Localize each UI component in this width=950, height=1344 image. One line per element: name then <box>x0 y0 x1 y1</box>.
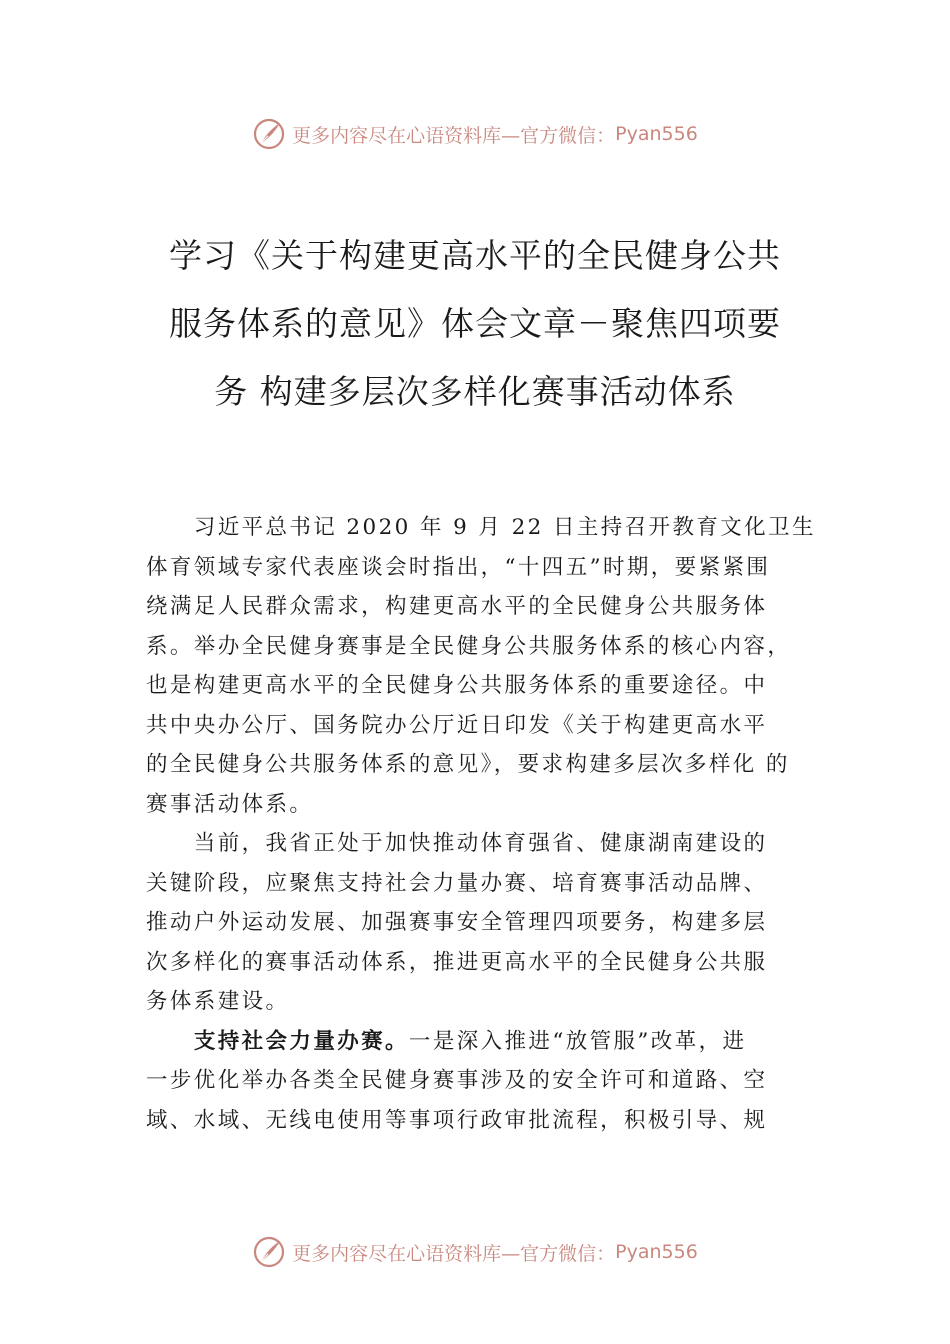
body-line: 次多样化的赛事活动体系，推进更高水平的全民健身公共服 <box>146 949 768 975</box>
body-line: 推动户外运动发展、加强赛事安全管理四项要务，构建多层 <box>146 910 768 935</box>
body-text: 一是深入推进“放管服”改革，进 <box>408 1028 747 1054</box>
body-line: 的全民健身公共服务体系的意见》，要求构建多层次多样化 的 <box>146 752 790 777</box>
watermark-id: Pyan556 <box>615 123 698 145</box>
body-line: 一步优化举办各类全民健身赛事涉及的安全许可和道路、空 <box>146 1068 768 1093</box>
watermark-text: 更多内容尽在心语资料库—官方微信： <box>292 1242 616 1265</box>
paragraph-2 <box>146 824 836 1022</box>
body-line-first <box>146 1022 836 1062</box>
body-line: 绕满足人民群众需求，构建更高水平的全民健身公共服务体 <box>146 594 768 619</box>
body-line: 域、水域、无线电使用等事项行政审批流程，积极引导、规 <box>146 1107 768 1133</box>
header-watermark <box>0 114 950 154</box>
quill-logo-icon <box>252 117 286 151</box>
body-line: 习近平总书记 2020 年 9 月 22 日主持召开教育文化卫生 <box>146 515 816 540</box>
document-title <box>120 222 830 426</box>
watermark-id: Pyan556 <box>615 1241 698 1263</box>
title-line: 服务体系的意见》体会文章－聚焦四项要 <box>169 304 781 343</box>
paragraph-3 <box>146 1022 836 1141</box>
paragraph-1 <box>146 508 836 824</box>
title-line: 学习《关于构建更高水平的全民健身公共 <box>169 236 781 275</box>
body-line: 共中央办公厅、国务院办公厅近日印发《关于构建更高水平 <box>146 712 768 738</box>
body-line: 也是构建更高水平的全民健身公共服务体系的重要途径。中 <box>146 673 768 698</box>
footer-watermark <box>0 1232 950 1272</box>
document-body <box>146 508 836 1140</box>
watermark-text: 更多内容尽在心语资料库—官方微信： <box>292 124 616 147</box>
title-line: 务 构建多层次多样化赛事活动体系 <box>214 372 736 411</box>
section-heading: 支持社会力量办赛。 <box>193 1028 409 1054</box>
quill-logo-icon <box>252 1235 286 1269</box>
body-line: 体育领域专家代表座谈会时指出，“十四五”时期，要紧紧围 <box>146 554 771 580</box>
body-line: 系。举办全民健身赛事是全民健身公共服务体系的核心内容， <box>146 633 792 659</box>
body-line: 关键阶段，应聚焦支持社会力量办赛、培育赛事活动品牌、 <box>146 870 768 896</box>
body-line: 赛事活动体系。 <box>146 791 314 817</box>
body-line: 务体系建设。 <box>146 989 290 1014</box>
body-line: 当前，我省正处于加快推动体育强省、健康湖南建设的 <box>146 831 768 856</box>
